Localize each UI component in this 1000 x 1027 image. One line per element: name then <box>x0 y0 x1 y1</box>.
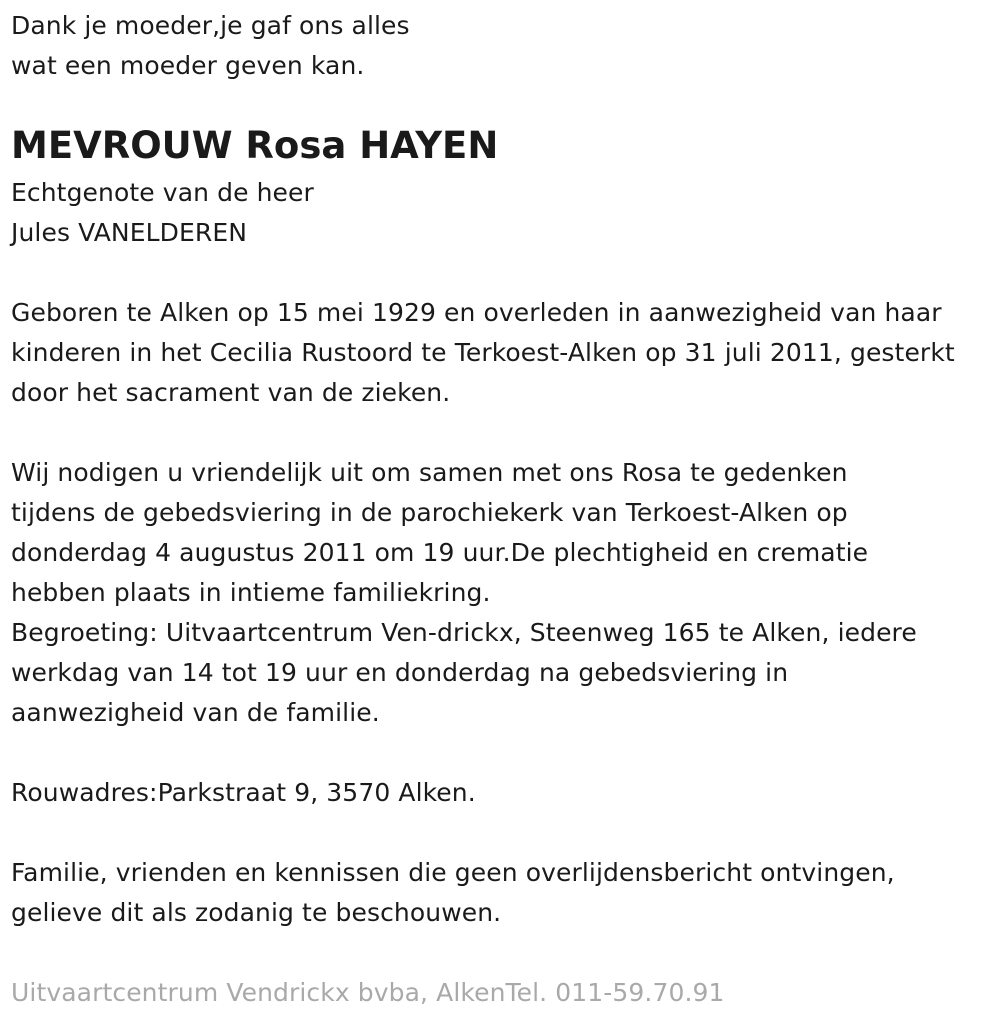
paragraph-line: gelieve dit als zodanig te beschouwen. <box>11 898 502 927</box>
footer-line: Uitvaartcentrum Vendrickx bvba, AlkenTel. 011-59.70.91 <box>11 978 725 1007</box>
paragraph-line: aanwezigheid van de familie. <box>11 698 380 727</box>
mourning-address <box>11 773 476 813</box>
spouse-line: Jules VANELDEREN <box>11 218 248 247</box>
invitation-paragraph <box>11 453 917 733</box>
spouse-line: Echtgenote van de heer <box>11 178 314 207</box>
paragraph-line: kinderen in het Cecilia Rustoord te Terkoest-Alken op 31 juli 2011, gesterkt <box>11 338 955 367</box>
birth-death-paragraph <box>11 293 955 413</box>
paragraph-line: Geboren te Alken op 15 mei 1929 en overleden in aanwezigheid van haar <box>11 298 942 327</box>
motto-line: wat een moeder geven kan. <box>11 51 365 80</box>
paragraph-line: werkdag van 14 tot 19 uur en donderdag na gebedsviering in <box>11 658 789 687</box>
paragraph-line: Begroeting: Uitvaartcentrum Ven-drickx, Steenweg 165 te Alken, iedere <box>11 618 917 647</box>
paragraph-line: door het sacrament van de zieken. <box>11 378 451 407</box>
paragraph-line: hebben plaats in intieme familiekring. <box>11 578 491 607</box>
address-line: Rouwadres:Parkstraat 9, 3570 Alken. <box>11 778 476 807</box>
motto-line: Dank je moeder,je gaf ons alles <box>11 11 410 40</box>
spouse-info <box>11 173 314 253</box>
paragraph-line: tijdens de gebedsviering in de parochiekerk van Terkoest-Alken op <box>11 498 848 527</box>
deceased-name: MEVROUW Rosa HAYEN <box>11 124 499 167</box>
paragraph-line: Familie, vrienden en kennissen die geen overlijdensbericht ontvingen, <box>11 858 895 887</box>
motto <box>11 6 410 86</box>
paragraph-line: Wij nodigen u vriendelijk uit om samen met ons Rosa te gedenken <box>11 458 848 487</box>
funeral-home-footer <box>11 973 725 1013</box>
notice-paragraph <box>11 853 895 933</box>
paragraph-line: donderdag 4 augustus 2011 om 19 uur.De plechtigheid en crematie <box>11 538 869 567</box>
